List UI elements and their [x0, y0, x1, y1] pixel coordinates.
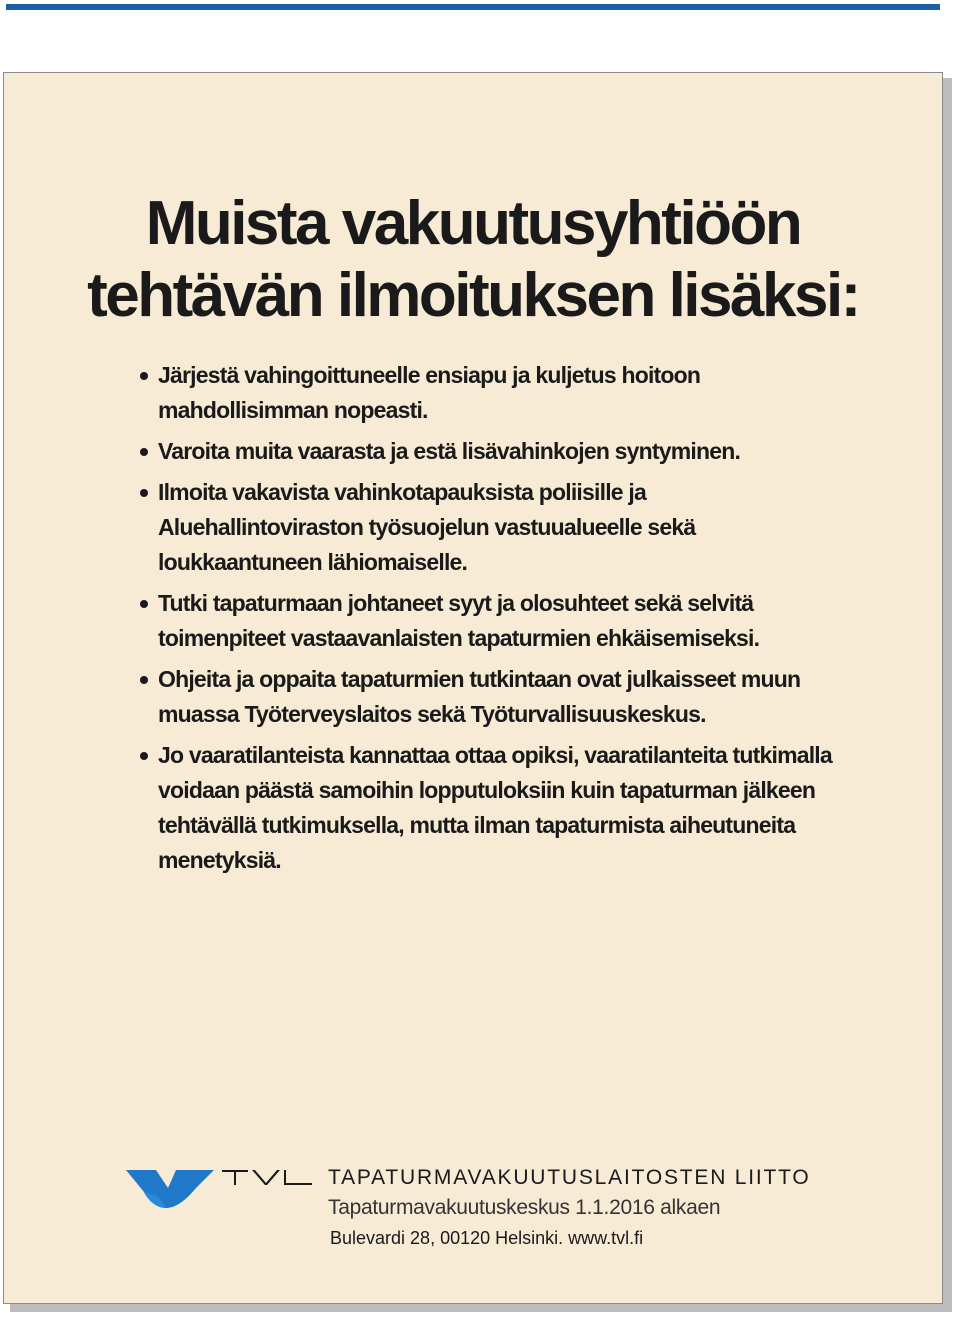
list-item-text: Jo vaaratilanteista kannattaa ottaa opiksi, vaaratilanteita tutkimalla voidaan päästä samoihin lopputuloksiin kuin tapaturman jälkeen tehtävällä tutkimuksella, mutta ilman tapaturmista aiheutuneita menetyksiä. — [158, 742, 832, 873]
tvl-wordmark — [222, 1168, 312, 1186]
bullet-icon — [140, 600, 148, 608]
bullet-icon — [140, 489, 148, 497]
list-item — [140, 475, 840, 580]
list-item — [140, 586, 840, 656]
list-item-text: Tutki tapaturmaan johtaneet syyt ja olosuhteet sekä selvitä toimenpiteet vastaavanlaisten tapaturmien ehkäisemiseksi. — [158, 590, 760, 651]
bullet-icon — [140, 448, 148, 456]
list-item — [140, 738, 840, 878]
list-item-text: Varoita muita vaarasta ja estä lisävahinkojen syntyminen. — [158, 438, 741, 464]
organization-address: Bulevardi 28, 00120 Helsinki. www.tvl.fi — [330, 1228, 644, 1248]
tvl-v-logo-icon — [126, 1166, 214, 1212]
list-item-text: Järjestä vahingoittuneelle ensiapu ja kuljetus hoitoon mahdollisimman nopeasti. — [158, 362, 701, 423]
list-item — [140, 662, 840, 732]
organization-name: TAPATURMAVAKUUTUSLAITOSTEN LIITTO — [328, 1166, 811, 1189]
bullet-icon — [140, 752, 148, 760]
list-item-text: Ilmoita vakavista vahinkotapauksista poliisille ja Aluehallintoviraston työsuojelun vastuualueelle sekä loukkaantuneen lähiomaiselle. — [158, 479, 696, 575]
bullet-icon — [140, 676, 148, 684]
organization-subtitle: Tapaturmavakuutuskeskus 1.1.2016 alkaen — [328, 1196, 721, 1219]
instruction-list — [140, 358, 840, 884]
title-line-1: Muista vakuutusyhtiöön — [145, 189, 801, 258]
page-title — [0, 188, 946, 332]
top-accent-rule — [6, 4, 940, 10]
list-item — [140, 358, 840, 428]
list-item-text: Ohjeita ja oppaita tapaturmien tutkintaan ovat julkaisseet muun muassa Työterveyslaitos sekä Työturvallisuuskeskus. — [158, 666, 801, 727]
bullet-icon — [140, 372, 148, 380]
title-line-2: tehtävän ilmoituksen lisäksi: — [87, 261, 859, 330]
list-item — [140, 434, 840, 469]
